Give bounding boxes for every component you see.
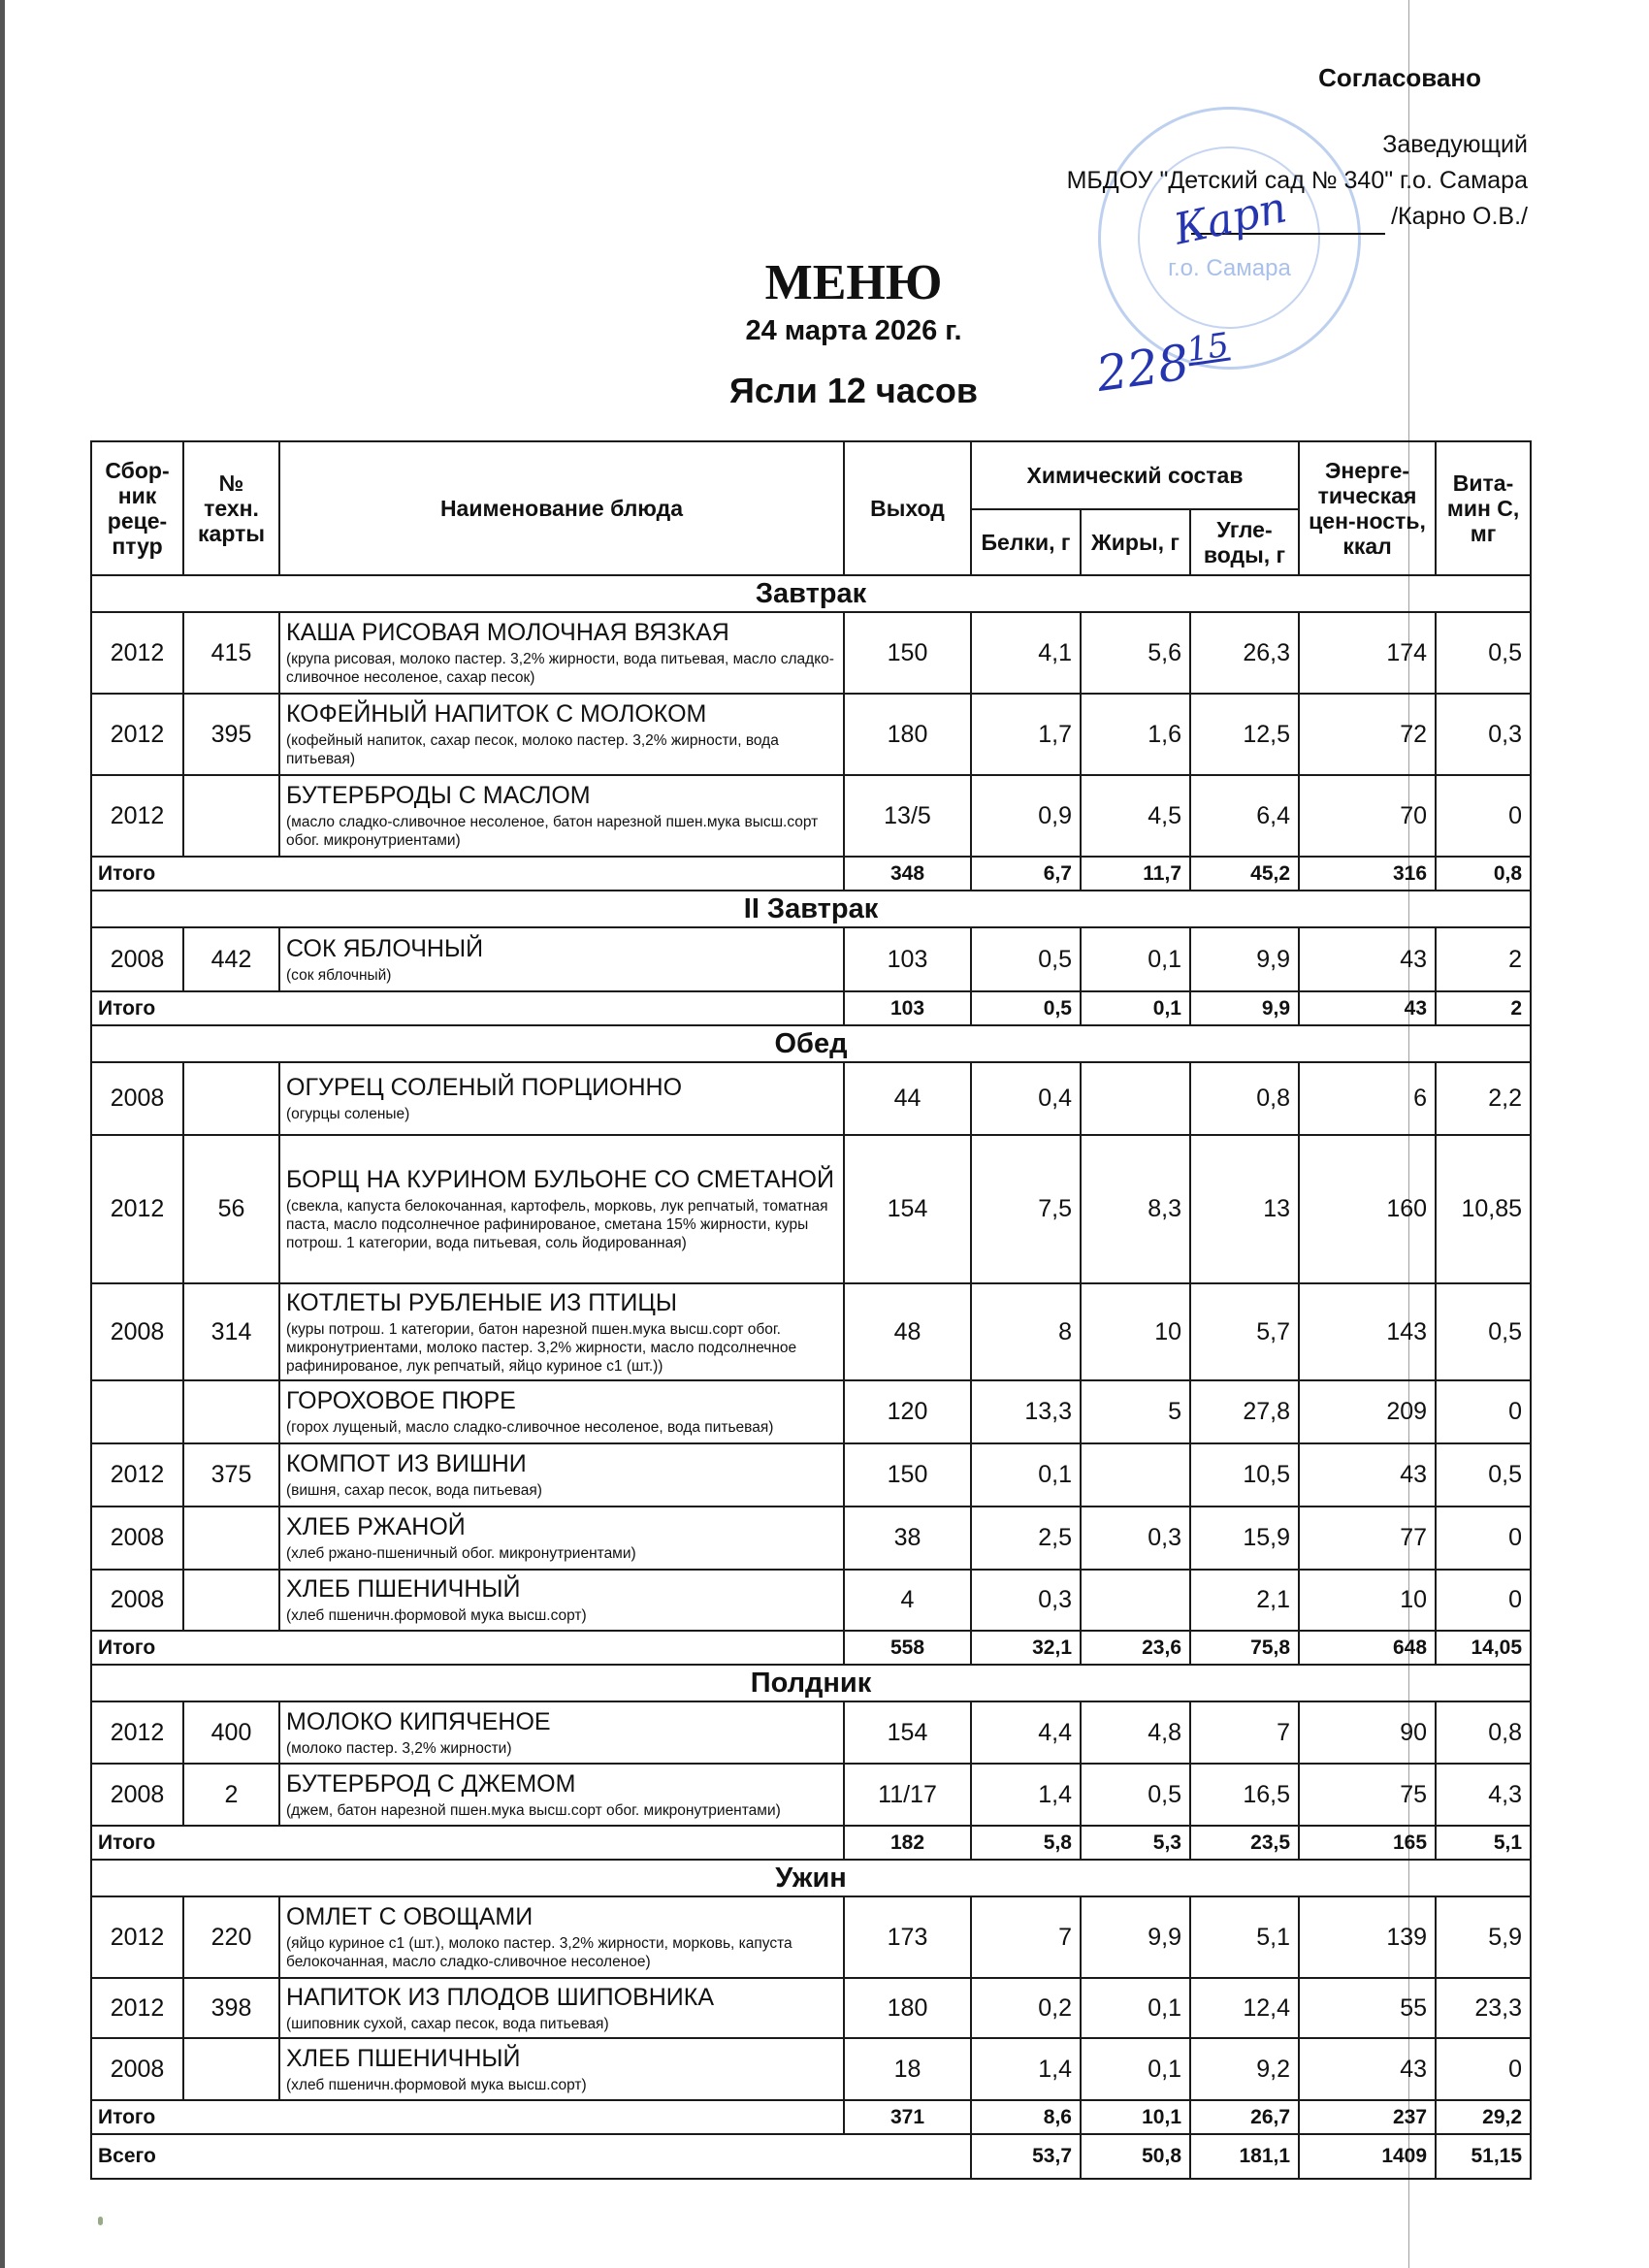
subtotal-energy: 165 [1299, 1826, 1436, 1860]
carbs-value: 0,8 [1190, 1062, 1299, 1135]
subtotal-row [91, 1631, 1531, 1665]
energy-value: 90 [1299, 1701, 1436, 1764]
dish-cell [279, 1135, 844, 1283]
tech-card-number: 400 [183, 1701, 279, 1764]
collection-year: 2008 [91, 1764, 183, 1826]
table-row [91, 1764, 1531, 1826]
protein-value: 7,5 [971, 1135, 1081, 1283]
grand-total-row [91, 2134, 1531, 2179]
protein-value: 4,4 [971, 1701, 1081, 1764]
carbs-value: 9,9 [1190, 927, 1299, 991]
table-row [91, 2038, 1531, 2100]
subtotal-yield: 103 [844, 991, 971, 1025]
fat-value: 1,6 [1081, 694, 1190, 775]
collection-year: 2012 [91, 694, 183, 775]
collection-year: 2012 [91, 1978, 183, 2038]
vitc-value: 2 [1436, 927, 1531, 991]
table-row [91, 1507, 1531, 1570]
subtotal-label: Итого [91, 991, 844, 1025]
subtotal-fat: 10,1 [1081, 2100, 1190, 2134]
dish-cell [279, 612, 844, 694]
yield-value: 150 [844, 1443, 971, 1507]
subtotal-fat: 5,3 [1081, 1826, 1190, 1860]
vitc-value: 23,3 [1436, 1978, 1531, 2038]
approval-signature-line [1067, 199, 1528, 235]
approval-block [1067, 60, 1528, 235]
dish-name: КОМПОТ ИЗ ВИШНИ [286, 1450, 527, 1477]
vitc-value: 5,9 [1436, 1896, 1531, 1978]
fat-value: 0,1 [1081, 1978, 1190, 2038]
col-header-carbs: Угле-воды, г [1190, 509, 1299, 575]
fat-value: 0,5 [1081, 1764, 1190, 1826]
dish-cell [279, 1283, 844, 1380]
grand-total-vitc: 51,15 [1436, 2134, 1531, 2179]
energy-value: 43 [1299, 1443, 1436, 1507]
carbs-value: 26,3 [1190, 612, 1299, 694]
grand-total-energy: 1409 [1299, 2134, 1436, 2179]
energy-value: 70 [1299, 775, 1436, 857]
collection-year: 2008 [91, 1062, 183, 1135]
subtotal-carbs: 9,9 [1190, 991, 1299, 1025]
tech-card-number [183, 1507, 279, 1570]
vitc-value: 0,5 [1436, 612, 1531, 694]
handwritten-note-sup: 15 [1183, 325, 1232, 371]
dish-cell [279, 1570, 844, 1631]
dish-composition: (горох лущеный, масло сладко-сливочное несоленое, вода питьевая) [286, 1419, 774, 1436]
grand-total-protein: 53,7 [971, 2134, 1081, 2179]
tech-card-number [183, 1380, 279, 1443]
col-header-vitc: Вита-мин С, мг [1436, 441, 1531, 575]
dish-name: ХЛЕБ ПШЕНИЧНЫЙ [286, 2044, 521, 2072]
subtotal-fat: 23,6 [1081, 1631, 1190, 1665]
vitc-value: 4,3 [1436, 1764, 1531, 1826]
dish-cell [279, 694, 844, 775]
subtotal-fat: 11,7 [1081, 857, 1190, 891]
subtotal-fat: 0,1 [1081, 991, 1190, 1025]
handwritten-signature: Карп [1169, 182, 1291, 255]
collection-year: 2008 [91, 1507, 183, 1570]
menu-date: 24 марта 2026 г. [745, 315, 962, 346]
subtotal-label: Итого [91, 857, 844, 891]
dish-composition: (кофейный напиток, сахар песок, молоко пастер. 3,2% жирности, вода питьевая) [286, 732, 779, 767]
tech-card-number [183, 2038, 279, 2100]
col-header-yield: Выход [844, 441, 971, 575]
carbs-value: 13 [1190, 1135, 1299, 1283]
yield-value: 18 [844, 2038, 971, 2100]
dish-name: БОРЩ НА КУРИНОМ БУЛЬОНЕ СО СМЕТАНОЙ [286, 1166, 834, 1193]
dish-cell [279, 2038, 844, 2100]
collection-year: 2012 [91, 1701, 183, 1764]
yield-value: 154 [844, 1135, 971, 1283]
subtotal-protein: 6,7 [971, 857, 1081, 891]
protein-value: 0,5 [971, 927, 1081, 991]
table-row [91, 694, 1531, 775]
fat-value: 5 [1081, 1380, 1190, 1443]
carbs-value: 9,2 [1190, 2038, 1299, 2100]
dish-composition: (крупа рисовая, молоко пастер. 3,2% жирности, вода питьевая, масло сладко-сливочное несоленое, сахар песок) [286, 651, 834, 686]
table-row [91, 1978, 1531, 2038]
dish-cell [279, 1978, 844, 2038]
approval-signatory: /Карно О.В./ [1391, 203, 1528, 230]
dish-name: СОК ЯБЛОЧНЫЙ [286, 934, 484, 962]
subtotal-yield: 371 [844, 2100, 971, 2134]
vitc-value: 2,2 [1436, 1062, 1531, 1135]
vitc-value: 10,85 [1436, 1135, 1531, 1283]
protein-value: 1,7 [971, 694, 1081, 775]
yield-value: 44 [844, 1062, 971, 1135]
handwritten-note-main: 228 [1092, 334, 1193, 404]
fat-value: 5,6 [1081, 612, 1190, 694]
subtotal-label: Итого [91, 1631, 844, 1665]
tech-card-number: 395 [183, 694, 279, 775]
dish-name: КОФЕЙНЫЙ НАПИТОК С МОЛОКОМ [286, 700, 707, 728]
col-header-energy: Энерге-тическая цен-ность, ккал [1299, 441, 1436, 575]
protein-value: 4,1 [971, 612, 1081, 694]
fat-value [1081, 1443, 1190, 1507]
carbs-value: 12,5 [1190, 694, 1299, 775]
energy-value: 55 [1299, 1978, 1436, 2038]
tech-card-number: 415 [183, 612, 279, 694]
stamp-city: г.о. Самара [1168, 255, 1291, 281]
grand-total-carbs: 181,1 [1190, 2134, 1299, 2179]
energy-value: 160 [1299, 1135, 1436, 1283]
dish-composition: (джем, батон нарезной пшен.мука высш.сорт обог. микронутриентами) [286, 1801, 781, 1819]
approval-agreed: Согласовано [1318, 63, 1481, 92]
dish-composition: (шиповник сухой, сахар песок, вода питьевая) [286, 2015, 609, 2032]
dish-composition: (огурцы соленые) [286, 1106, 410, 1122]
approval-position: Заведующий [1382, 131, 1528, 158]
subtotal-vitc: 2 [1436, 991, 1531, 1025]
dish-composition: (хлеб ржано-пшеничный обог. микронутриентами) [286, 1545, 636, 1562]
fat-value: 0,1 [1081, 927, 1190, 991]
fat-value: 4,8 [1081, 1701, 1190, 1764]
section-row [91, 1860, 1531, 1896]
menu-group: Ясли 12 часов [728, 371, 978, 410]
table-row [91, 1135, 1531, 1283]
collection-year: 2008 [91, 927, 183, 991]
collection-year: 2008 [91, 1570, 183, 1631]
dish-name: ОМЛЕТ С ОВОЩАМИ [286, 1903, 534, 1930]
tech-card-number: 398 [183, 1978, 279, 2038]
carbs-value: 6,4 [1190, 775, 1299, 857]
dish-composition: (масло сладко-сливочное несоленое, батон нарезной пшен.мука высш.сорт обог. микронутриентами) [286, 814, 819, 849]
energy-value: 6 [1299, 1062, 1436, 1135]
dish-composition: (вишня, сахар песок, вода питьевая) [286, 1482, 542, 1499]
dish-composition: (хлеб пшеничн.формовой мука высш.сорт) [286, 2076, 587, 2093]
dish-cell [279, 1896, 844, 1978]
fat-value: 0,3 [1081, 1507, 1190, 1570]
section-row [91, 1025, 1531, 1062]
subtotal-label: Итого [91, 2100, 844, 2134]
energy-value: 10 [1299, 1570, 1436, 1631]
section-row [91, 1665, 1531, 1701]
tech-card-number [183, 1062, 279, 1135]
energy-value: 43 [1299, 927, 1436, 991]
dish-composition: (яйцо куриное с1 (шт.), молоко пастер. 3,2% жирности, морковь, капуста белокочанная, масло сладко-сливочное несоленое) [286, 1935, 792, 1970]
grand-total-fat: 50,8 [1081, 2134, 1190, 2179]
table-row [91, 1443, 1531, 1507]
col-header-dish: Наименование блюда [279, 441, 844, 575]
col-header-tech-card: № техн. карты [183, 441, 279, 575]
table-row [91, 1570, 1531, 1631]
menu-body [91, 575, 1531, 2179]
tech-card-number: 442 [183, 927, 279, 991]
table-row [91, 1701, 1531, 1764]
subtotal-energy: 316 [1299, 857, 1436, 891]
yield-value: 150 [844, 612, 971, 694]
section-row [91, 575, 1531, 612]
vitc-value: 0,5 [1436, 1443, 1531, 1507]
energy-value: 43 [1299, 2038, 1436, 2100]
dish-name: МОЛОКО КИПЯЧЕНОЕ [286, 1707, 551, 1735]
collection-year: 2012 [91, 612, 183, 694]
vitc-value: 0 [1436, 1570, 1531, 1631]
carbs-value: 12,4 [1190, 1978, 1299, 2038]
dish-name: БУТЕРБРОД С ДЖЕМОМ [286, 1769, 576, 1798]
fat-value [1081, 1570, 1190, 1631]
energy-value: 75 [1299, 1764, 1436, 1826]
yield-value: 103 [844, 927, 971, 991]
scan-speck [98, 2217, 103, 2225]
collection-year: 2012 [91, 1443, 183, 1507]
energy-value: 77 [1299, 1507, 1436, 1570]
protein-value: 1,4 [971, 1764, 1081, 1826]
energy-value: 143 [1299, 1283, 1436, 1380]
protein-value: 13,3 [971, 1380, 1081, 1443]
dish-cell [279, 1507, 844, 1570]
table-row [91, 927, 1531, 991]
tech-card-number [183, 775, 279, 857]
protein-value: 2,5 [971, 1507, 1081, 1570]
subtotal-row [91, 2100, 1531, 2134]
subtotal-carbs: 26,7 [1190, 2100, 1299, 2134]
vitc-value: 0 [1436, 1380, 1531, 1443]
dish-cell [279, 1443, 844, 1507]
dish-name: ХЛЕБ РЖАНОЙ [286, 1513, 466, 1540]
protein-value: 0,1 [971, 1443, 1081, 1507]
col-header-chem: Химический состав [971, 441, 1299, 509]
collection-year [91, 1380, 183, 1443]
yield-value: 180 [844, 694, 971, 775]
vitc-value: 0 [1436, 2038, 1531, 2100]
table-row [91, 1062, 1531, 1135]
yield-value: 120 [844, 1380, 971, 1443]
fat-value: 8,3 [1081, 1135, 1190, 1283]
menu-table [90, 440, 1532, 2180]
dish-cell [279, 1380, 844, 1443]
protein-value: 0,3 [971, 1570, 1081, 1631]
tech-card-number: 2 [183, 1764, 279, 1826]
section-row [91, 891, 1531, 927]
vitc-value: 0,3 [1436, 694, 1531, 775]
subtotal-carbs: 75,8 [1190, 1631, 1299, 1665]
subtotal-vitc: 0,8 [1436, 857, 1531, 891]
yield-value: 180 [844, 1978, 971, 2038]
collection-year: 2008 [91, 1283, 183, 1380]
dish-name: ХЛЕБ ПШЕНИЧНЫЙ [286, 1575, 521, 1603]
col-header-fat: Жиры, г [1081, 509, 1190, 575]
carbs-value: 10,5 [1190, 1443, 1299, 1507]
energy-value: 174 [1299, 612, 1436, 694]
col-header-protein: Белки, г [971, 509, 1081, 575]
subtotal-protein: 8,6 [971, 2100, 1081, 2134]
table-row [91, 1283, 1531, 1380]
collection-year: 2012 [91, 1135, 183, 1283]
dish-composition: (куры потрош. 1 категории, батон нарезной пшен.мука высш.сорт обог. микронутриентами, молоко пастер. 3,2% жирности, масло подсолнечное рафинированое, лук репчатый, яйцо куриное с1 (шт.)) [286, 1320, 797, 1375]
dish-composition: (хлеб пшеничн.формовой мука высш.сорт) [286, 1607, 587, 1624]
dish-cell [279, 1062, 844, 1135]
vitc-value: 0,5 [1436, 1283, 1531, 1380]
subtotal-energy: 237 [1299, 2100, 1436, 2134]
protein-value: 0,2 [971, 1978, 1081, 2038]
subtotal-carbs: 23,5 [1190, 1826, 1299, 1860]
subtotal-yield: 558 [844, 1631, 971, 1665]
vitc-value: 0,8 [1436, 1701, 1531, 1764]
collection-year: 2012 [91, 775, 183, 857]
col-header-collection: Сбор-ник реце-птур [91, 441, 183, 575]
fat-value: 10 [1081, 1283, 1190, 1380]
fat-value [1081, 1062, 1190, 1135]
fat-value: 0,1 [1081, 2038, 1190, 2100]
carbs-value: 5,1 [1190, 1896, 1299, 1978]
subtotal-vitc: 14,05 [1436, 1631, 1531, 1665]
subtotal-protein: 5,8 [971, 1826, 1081, 1860]
dish-cell [279, 1701, 844, 1764]
yield-value: 38 [844, 1507, 971, 1570]
subtotal-yield: 182 [844, 1826, 971, 1860]
dish-composition: (сок яблочный) [286, 966, 392, 984]
yield-value: 154 [844, 1701, 971, 1764]
energy-value: 139 [1299, 1896, 1436, 1978]
carbs-value: 15,9 [1190, 1507, 1299, 1570]
tech-card-number: 375 [183, 1443, 279, 1507]
fat-value: 9,9 [1081, 1896, 1190, 1978]
yield-value: 11/17 [844, 1764, 971, 1826]
subtotal-protein: 0,5 [971, 991, 1081, 1025]
tech-card-number: 56 [183, 1135, 279, 1283]
dish-name: КОТЛЕТЫ РУБЛЕНЫЕ ИЗ ПТИЦЫ [286, 1288, 678, 1316]
table-row [91, 612, 1531, 694]
dish-name: ОГУРЕЦ СОЛЕНЫЙ ПОРЦИОННО [286, 1074, 683, 1101]
yield-value: 173 [844, 1896, 971, 1978]
vitc-value: 0 [1436, 1507, 1531, 1570]
section-title: Ужин [91, 1860, 1531, 1896]
subtotal-vitc: 5,1 [1436, 1826, 1531, 1860]
collection-year: 2008 [91, 2038, 183, 2100]
dish-name: БУТЕРБРОДЫ С МАСЛОМ [286, 782, 591, 809]
protein-value: 8 [971, 1283, 1081, 1380]
section-title: Обед [91, 1025, 1531, 1062]
vitc-value: 0 [1436, 775, 1531, 857]
approval-org: МБДОУ "Детский сад № 340" г.о. Самара [1066, 167, 1528, 194]
table-row [91, 775, 1531, 857]
yield-value: 13/5 [844, 775, 971, 857]
dish-name: НАПИТОК ИЗ ПЛОДОВ ШИПОВНИКА [286, 1983, 715, 2011]
subtotal-row [91, 991, 1531, 1025]
collection-year: 2012 [91, 1896, 183, 1978]
protein-value: 7 [971, 1896, 1081, 1978]
table-row [91, 1380, 1531, 1443]
section-title: II Завтрак [91, 891, 1531, 927]
grand-total-label: Всего [91, 2134, 971, 2179]
subtotal-row [91, 857, 1531, 891]
energy-value: 209 [1299, 1380, 1436, 1443]
subtotal-carbs: 45,2 [1190, 857, 1299, 891]
protein-value: 0,4 [971, 1062, 1081, 1135]
dish-name: ГОРОХОВОЕ ПЮРЕ [286, 1387, 516, 1414]
energy-value: 72 [1299, 694, 1436, 775]
protein-value: 0,9 [971, 775, 1081, 857]
yield-value: 48 [844, 1283, 971, 1380]
tech-card-number: 220 [183, 1896, 279, 1978]
section-title: Полдник [91, 1665, 1531, 1701]
carbs-value: 2,1 [1190, 1570, 1299, 1631]
carbs-value: 5,7 [1190, 1283, 1299, 1380]
subtotal-label: Итого [91, 1826, 844, 1860]
subtotal-yield: 348 [844, 857, 971, 891]
dish-composition: (молоко пастер. 3,2% жирности) [286, 1739, 512, 1757]
dish-cell [279, 1764, 844, 1826]
dish-cell [279, 927, 844, 991]
subtotal-protein: 32,1 [971, 1631, 1081, 1665]
protein-value: 1,4 [971, 2038, 1081, 2100]
subtotal-vitc: 29,2 [1436, 2100, 1531, 2134]
carbs-value: 7 [1190, 1701, 1299, 1764]
fat-value: 4,5 [1081, 775, 1190, 857]
yield-value: 4 [844, 1570, 971, 1631]
page-title: МЕНЮ [764, 255, 943, 310]
dish-cell [279, 775, 844, 857]
subtotal-row [91, 1826, 1531, 1860]
subtotal-energy: 648 [1299, 1631, 1436, 1665]
carbs-value: 16,5 [1190, 1764, 1299, 1826]
tech-card-number [183, 1570, 279, 1631]
tech-card-number: 314 [183, 1283, 279, 1380]
subtotal-energy: 43 [1299, 991, 1436, 1025]
dish-composition: (свекла, капуста белокочанная, картофель, морковь, лук репчатый, томатная паста, масло подсолнечное рафинированое, сметана 15% жирности, куры потрош. 1 категории, вода питьевая, соль йодированная) [286, 1198, 828, 1251]
carbs-value: 27,8 [1190, 1380, 1299, 1443]
table-row [91, 1896, 1531, 1978]
section-title: Завтрак [91, 575, 1531, 612]
dish-name: КАША РИСОВАЯ МОЛОЧНАЯ ВЯЗКАЯ [286, 619, 729, 646]
